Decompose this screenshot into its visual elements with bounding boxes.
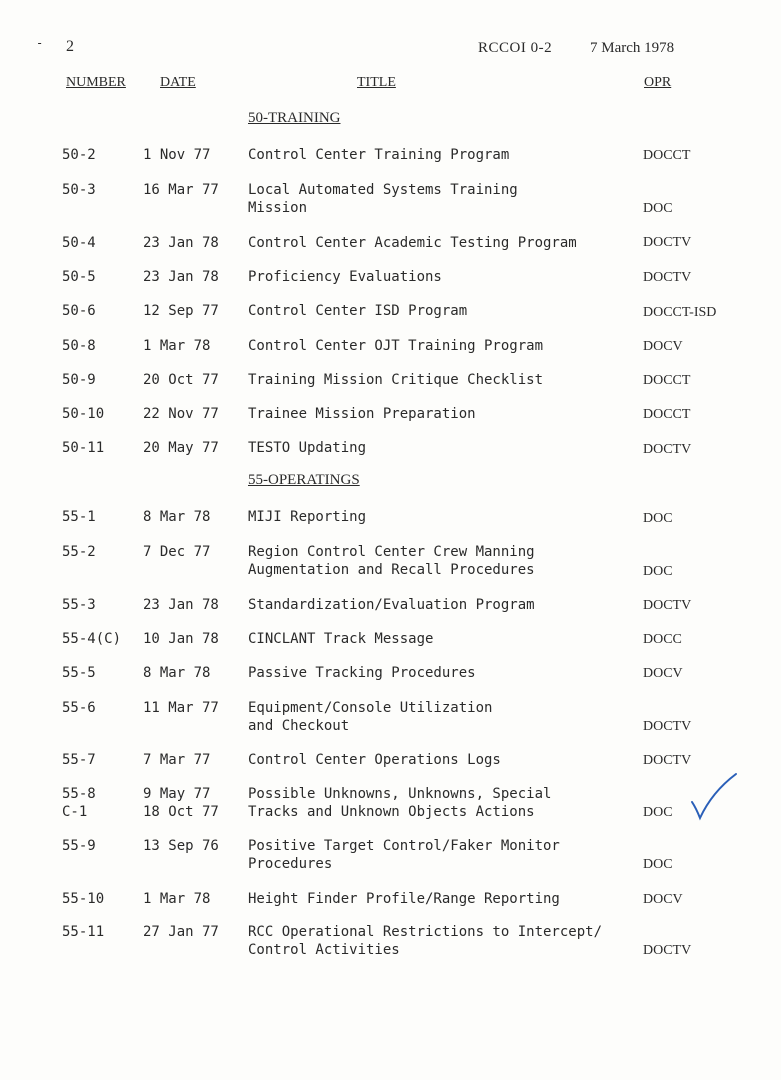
row-date: 7 Dec 77 (143, 544, 211, 560)
row-title: Control Center Operations Logs (248, 752, 501, 768)
row-number: 50-11 (62, 440, 105, 456)
row-title: Control Center Academic Testing Program (248, 235, 577, 251)
checkmark-icon (688, 770, 740, 822)
row-number: 55-1 (62, 509, 96, 525)
row-number: 55-9 (62, 838, 96, 854)
row-date: 23 Jan 78 (143, 597, 219, 613)
row-number: 55-3 (62, 597, 96, 613)
row-date: 12 Sep 77 (143, 303, 219, 319)
row-opr: DOCTV (643, 753, 692, 768)
row-opr: DOC (643, 857, 673, 872)
row-title: Local Automated Systems Training Mission (248, 182, 518, 216)
row-date: 16 Mar 77 (143, 182, 219, 198)
row-number: 50-6 (62, 303, 96, 319)
row-opr: DOCTV (643, 235, 692, 250)
section-heading-training: 50-TRAINING (248, 110, 341, 126)
row-title: Control Center OJT Training Program (248, 338, 544, 354)
row-number: 50-10 (62, 406, 105, 422)
row-title: Height Finder Profile/Range Reporting (248, 891, 560, 907)
row-date: 1 Mar 78 (143, 338, 211, 354)
row-date: 20 Oct 77 (143, 372, 219, 388)
row-date: 8 Mar 78 (143, 665, 211, 681)
row-opr: DOCV (643, 339, 683, 354)
row-opr: DOCV (643, 666, 683, 681)
row-title: Positive Target Control/Faker Monitor Procedures (248, 838, 560, 872)
row-title: Control Center Training Program (248, 147, 510, 163)
row-number: 50-2 (62, 147, 96, 163)
row-opr: DOCCT (643, 373, 691, 388)
row-title: Trainee Mission Preparation (248, 406, 476, 422)
row-title: TESTO Updating (248, 440, 367, 456)
row-number: 55-11 (62, 924, 105, 940)
document-id: RCCOI 0-2 (478, 40, 553, 56)
row-title: CINCLANT Track Message (248, 631, 434, 647)
row-date: 23 Jan 78 (143, 269, 219, 285)
row-date: 1 Nov 77 (143, 147, 211, 163)
row-date: 9 May 77 18 Oct 77 (143, 786, 219, 820)
row-number: 50-4 (62, 235, 96, 251)
row-number: 55-8 C-1 (62, 786, 96, 820)
row-opr: DOCCT-ISD (643, 305, 717, 320)
section-heading-operatings: 55-OPERATINGS (248, 472, 360, 488)
column-header-opr: OPR (644, 75, 672, 90)
row-date: 27 Jan 77 (143, 924, 219, 940)
row-title: Equipment/Console Utilization and Checkout (248, 700, 493, 734)
page-number: 2 (66, 38, 74, 55)
row-date: 7 Mar 77 (143, 752, 211, 768)
column-header-title: TITLE (357, 75, 396, 90)
row-opr: DOC (643, 805, 673, 820)
row-title: Passive Tracking Procedures (248, 665, 476, 681)
row-number: 55-5 (62, 665, 96, 681)
row-number: 50-5 (62, 269, 96, 285)
row-opr: DOCTV (643, 442, 692, 457)
row-date: 10 Jan 78 (143, 631, 219, 647)
document-date: 7 March 1978 (590, 40, 675, 56)
row-opr: DOC (643, 564, 673, 579)
row-title: Region Control Center Crew Manning Augmentation and Recall Procedures (248, 544, 535, 578)
row-opr: DOC (643, 511, 673, 526)
row-title: RCC Operational Restrictions to Intercept/ Control Activities (248, 924, 603, 958)
row-date: 23 Jan 78 (143, 235, 219, 251)
row-number: 55-2 (62, 544, 96, 560)
row-opr: DOCCT (643, 407, 691, 422)
row-opr: DOCTV (643, 943, 692, 958)
row-opr: DOCCT (643, 148, 691, 163)
row-date: 8 Mar 78 (143, 509, 211, 525)
row-number: 50-3 (62, 182, 96, 198)
row-date: 22 Nov 77 (143, 406, 219, 422)
row-opr: DOC (643, 201, 673, 216)
row-opr: DOCTV (643, 270, 692, 285)
row-date: 13 Sep 76 (143, 838, 219, 854)
row-title: Control Center ISD Program (248, 303, 468, 319)
row-opr: DOCV (643, 892, 683, 907)
row-number: 55-6 (62, 700, 96, 716)
row-title: MIJI Reporting (248, 509, 367, 525)
row-number: 55-4(C) (62, 631, 122, 647)
row-title: Standardization/Evaluation Program (248, 597, 535, 613)
row-date: 20 May 77 (143, 440, 219, 456)
row-opr: DOCTV (643, 719, 692, 734)
row-opr: DOCTV (643, 598, 692, 613)
margin-mark: - (36, 36, 44, 50)
row-opr: DOCC (643, 632, 682, 647)
row-number: 50-8 (62, 338, 96, 354)
column-header-number: NUMBER (66, 75, 126, 90)
row-title: Possible Unknowns, Unknowns, Special Tracks and Unknown Objects Actions (248, 786, 552, 820)
row-date: 11 Mar 77 (143, 700, 219, 716)
row-date: 1 Mar 78 (143, 891, 211, 907)
row-title: Training Mission Critique Checklist (248, 372, 544, 388)
row-number: 55-10 (62, 891, 105, 907)
row-number: 50-9 (62, 372, 96, 388)
row-number: 55-7 (62, 752, 96, 768)
row-title: Proficiency Evaluations (248, 269, 442, 285)
column-header-date: DATE (160, 75, 196, 90)
